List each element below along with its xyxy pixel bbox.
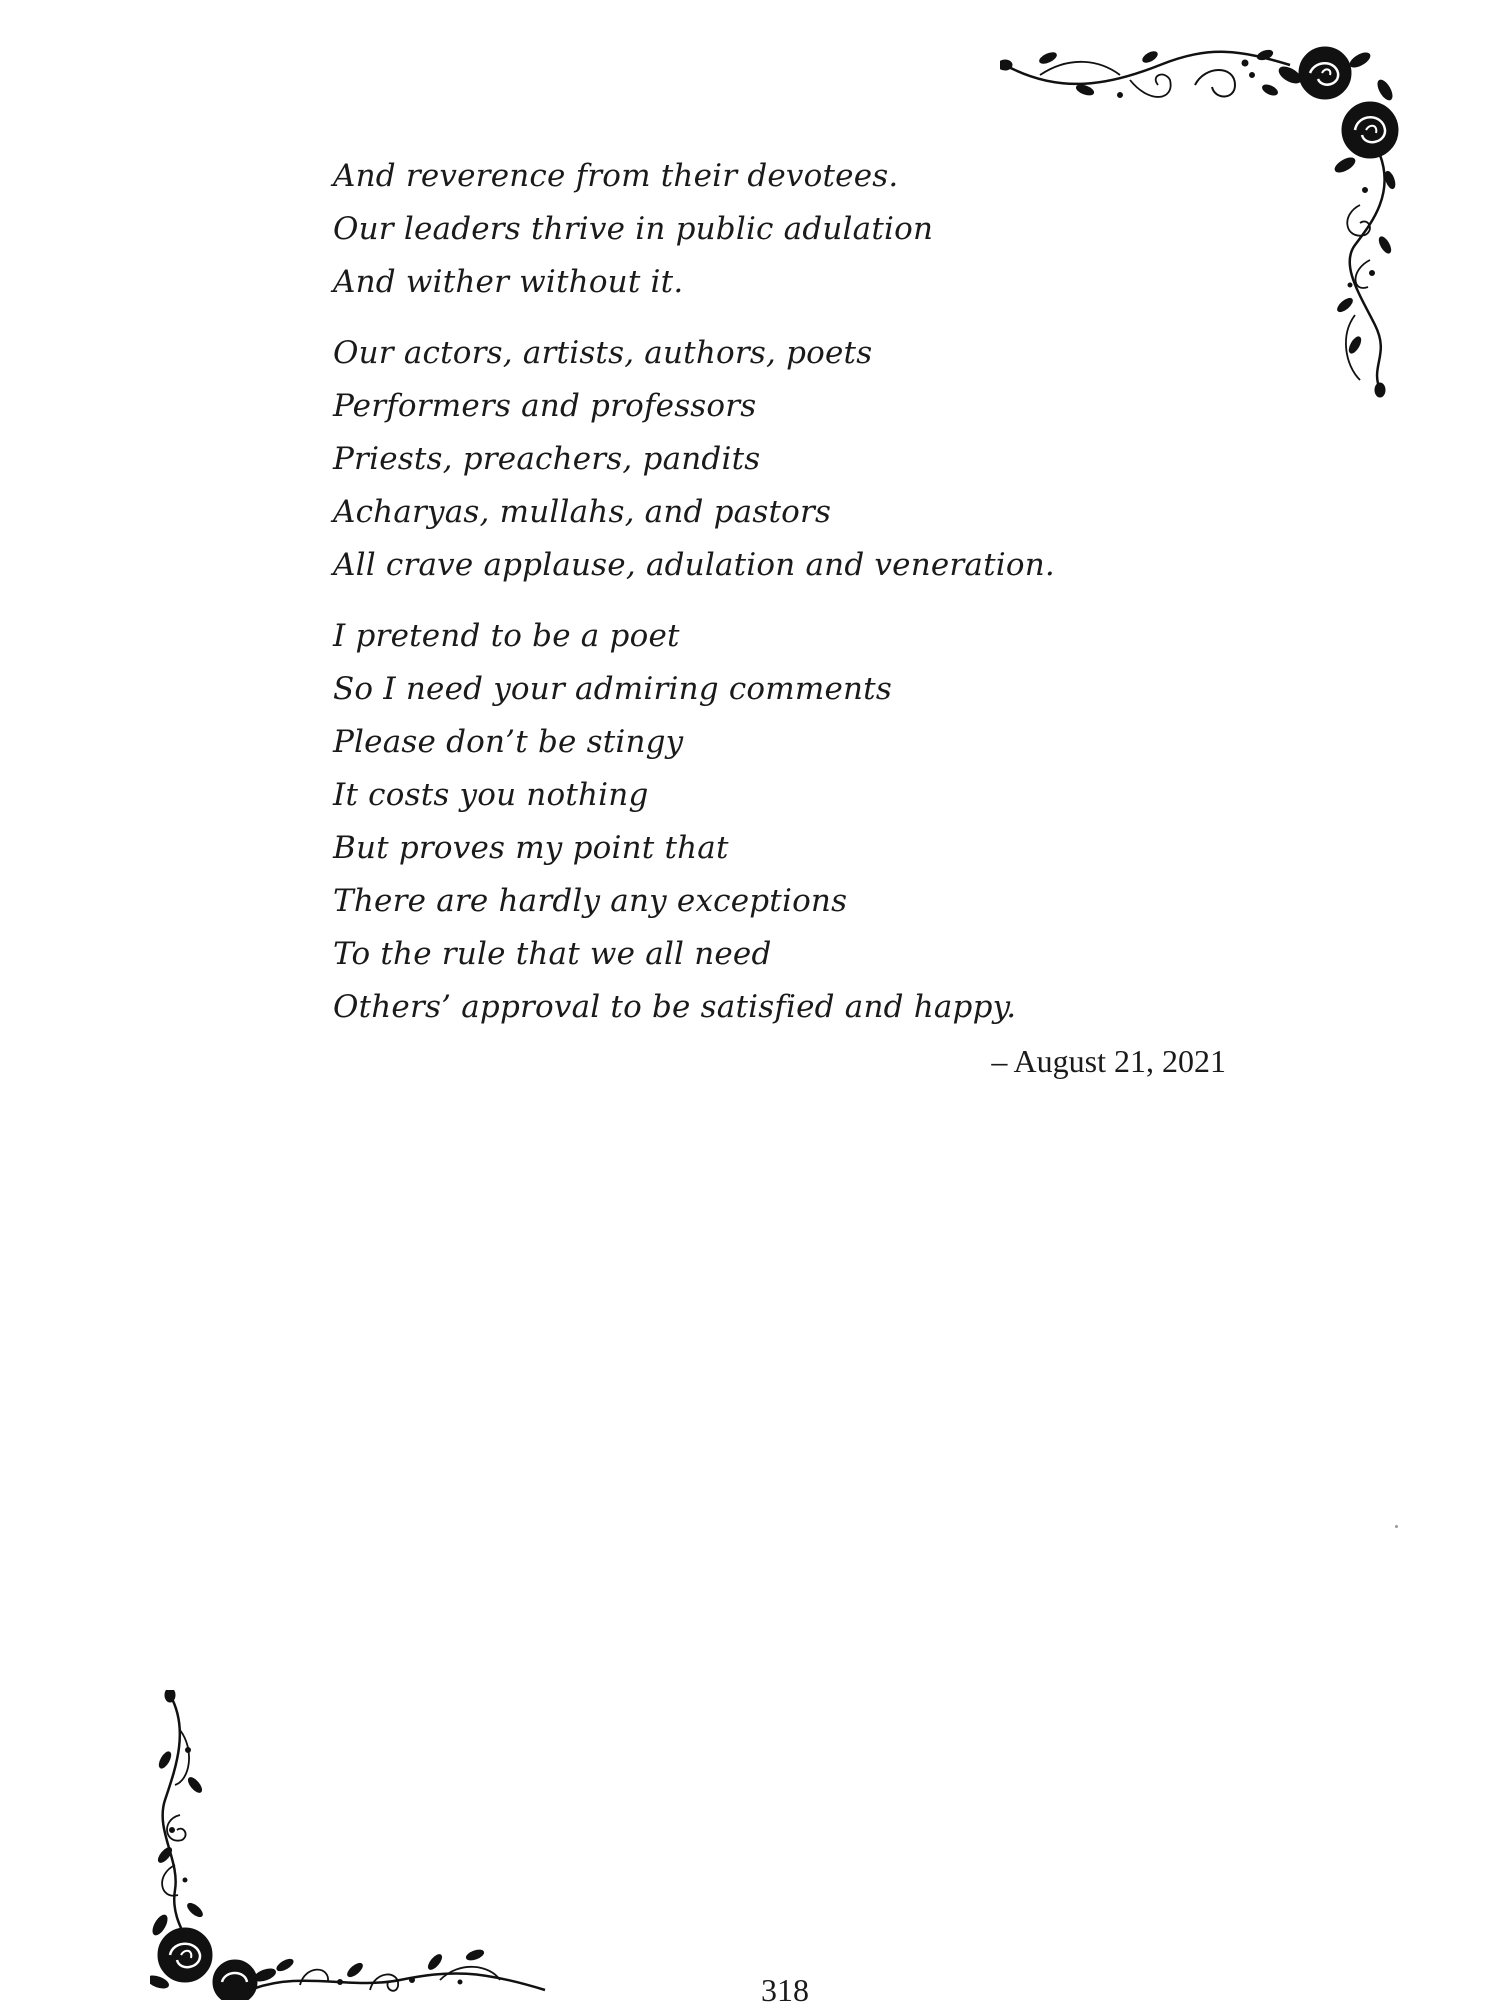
stanza <box>333 150 1233 309</box>
poem-line: I pretend to be a poet <box>333 618 680 654</box>
poem-line: So I need your admiring comments <box>333 671 892 707</box>
poem-line: Please don’t be stingy <box>333 724 684 760</box>
poem-line: And reverence from their devotees. <box>333 158 899 194</box>
scan-speck <box>1395 1525 1398 1528</box>
poem-line: Priests, preachers, pandits <box>333 441 761 477</box>
poem-line: Our leaders thrive in public adulation <box>333 211 934 247</box>
poem-line: There are hardly any exceptions <box>333 883 848 919</box>
poem-line: All crave applause, adulation and veneration. <box>333 547 1055 583</box>
poem-body <box>333 150 1233 1052</box>
poem-line: It costs you nothing <box>333 777 649 813</box>
poem-line: And wither without it. <box>333 264 684 300</box>
rose-vine-corner-icon <box>150 1690 550 2000</box>
poem-line: Performers and professors <box>333 388 757 424</box>
poem-line: Others’ approval to be satisfied and happy. <box>333 989 1017 1025</box>
poem-line: Acharyas, mullahs, and pastors <box>333 494 832 530</box>
stanza <box>333 327 1233 592</box>
poem-date: – August 21, 2021 <box>991 1043 1226 1079</box>
poem-line: Our actors, artists, authors, poets <box>333 335 873 371</box>
stanza <box>333 610 1233 1034</box>
poem-line: But proves my point that <box>333 830 729 866</box>
poem-line: To the rule that we all need <box>333 936 772 972</box>
page-number: 318 <box>761 1972 809 2008</box>
